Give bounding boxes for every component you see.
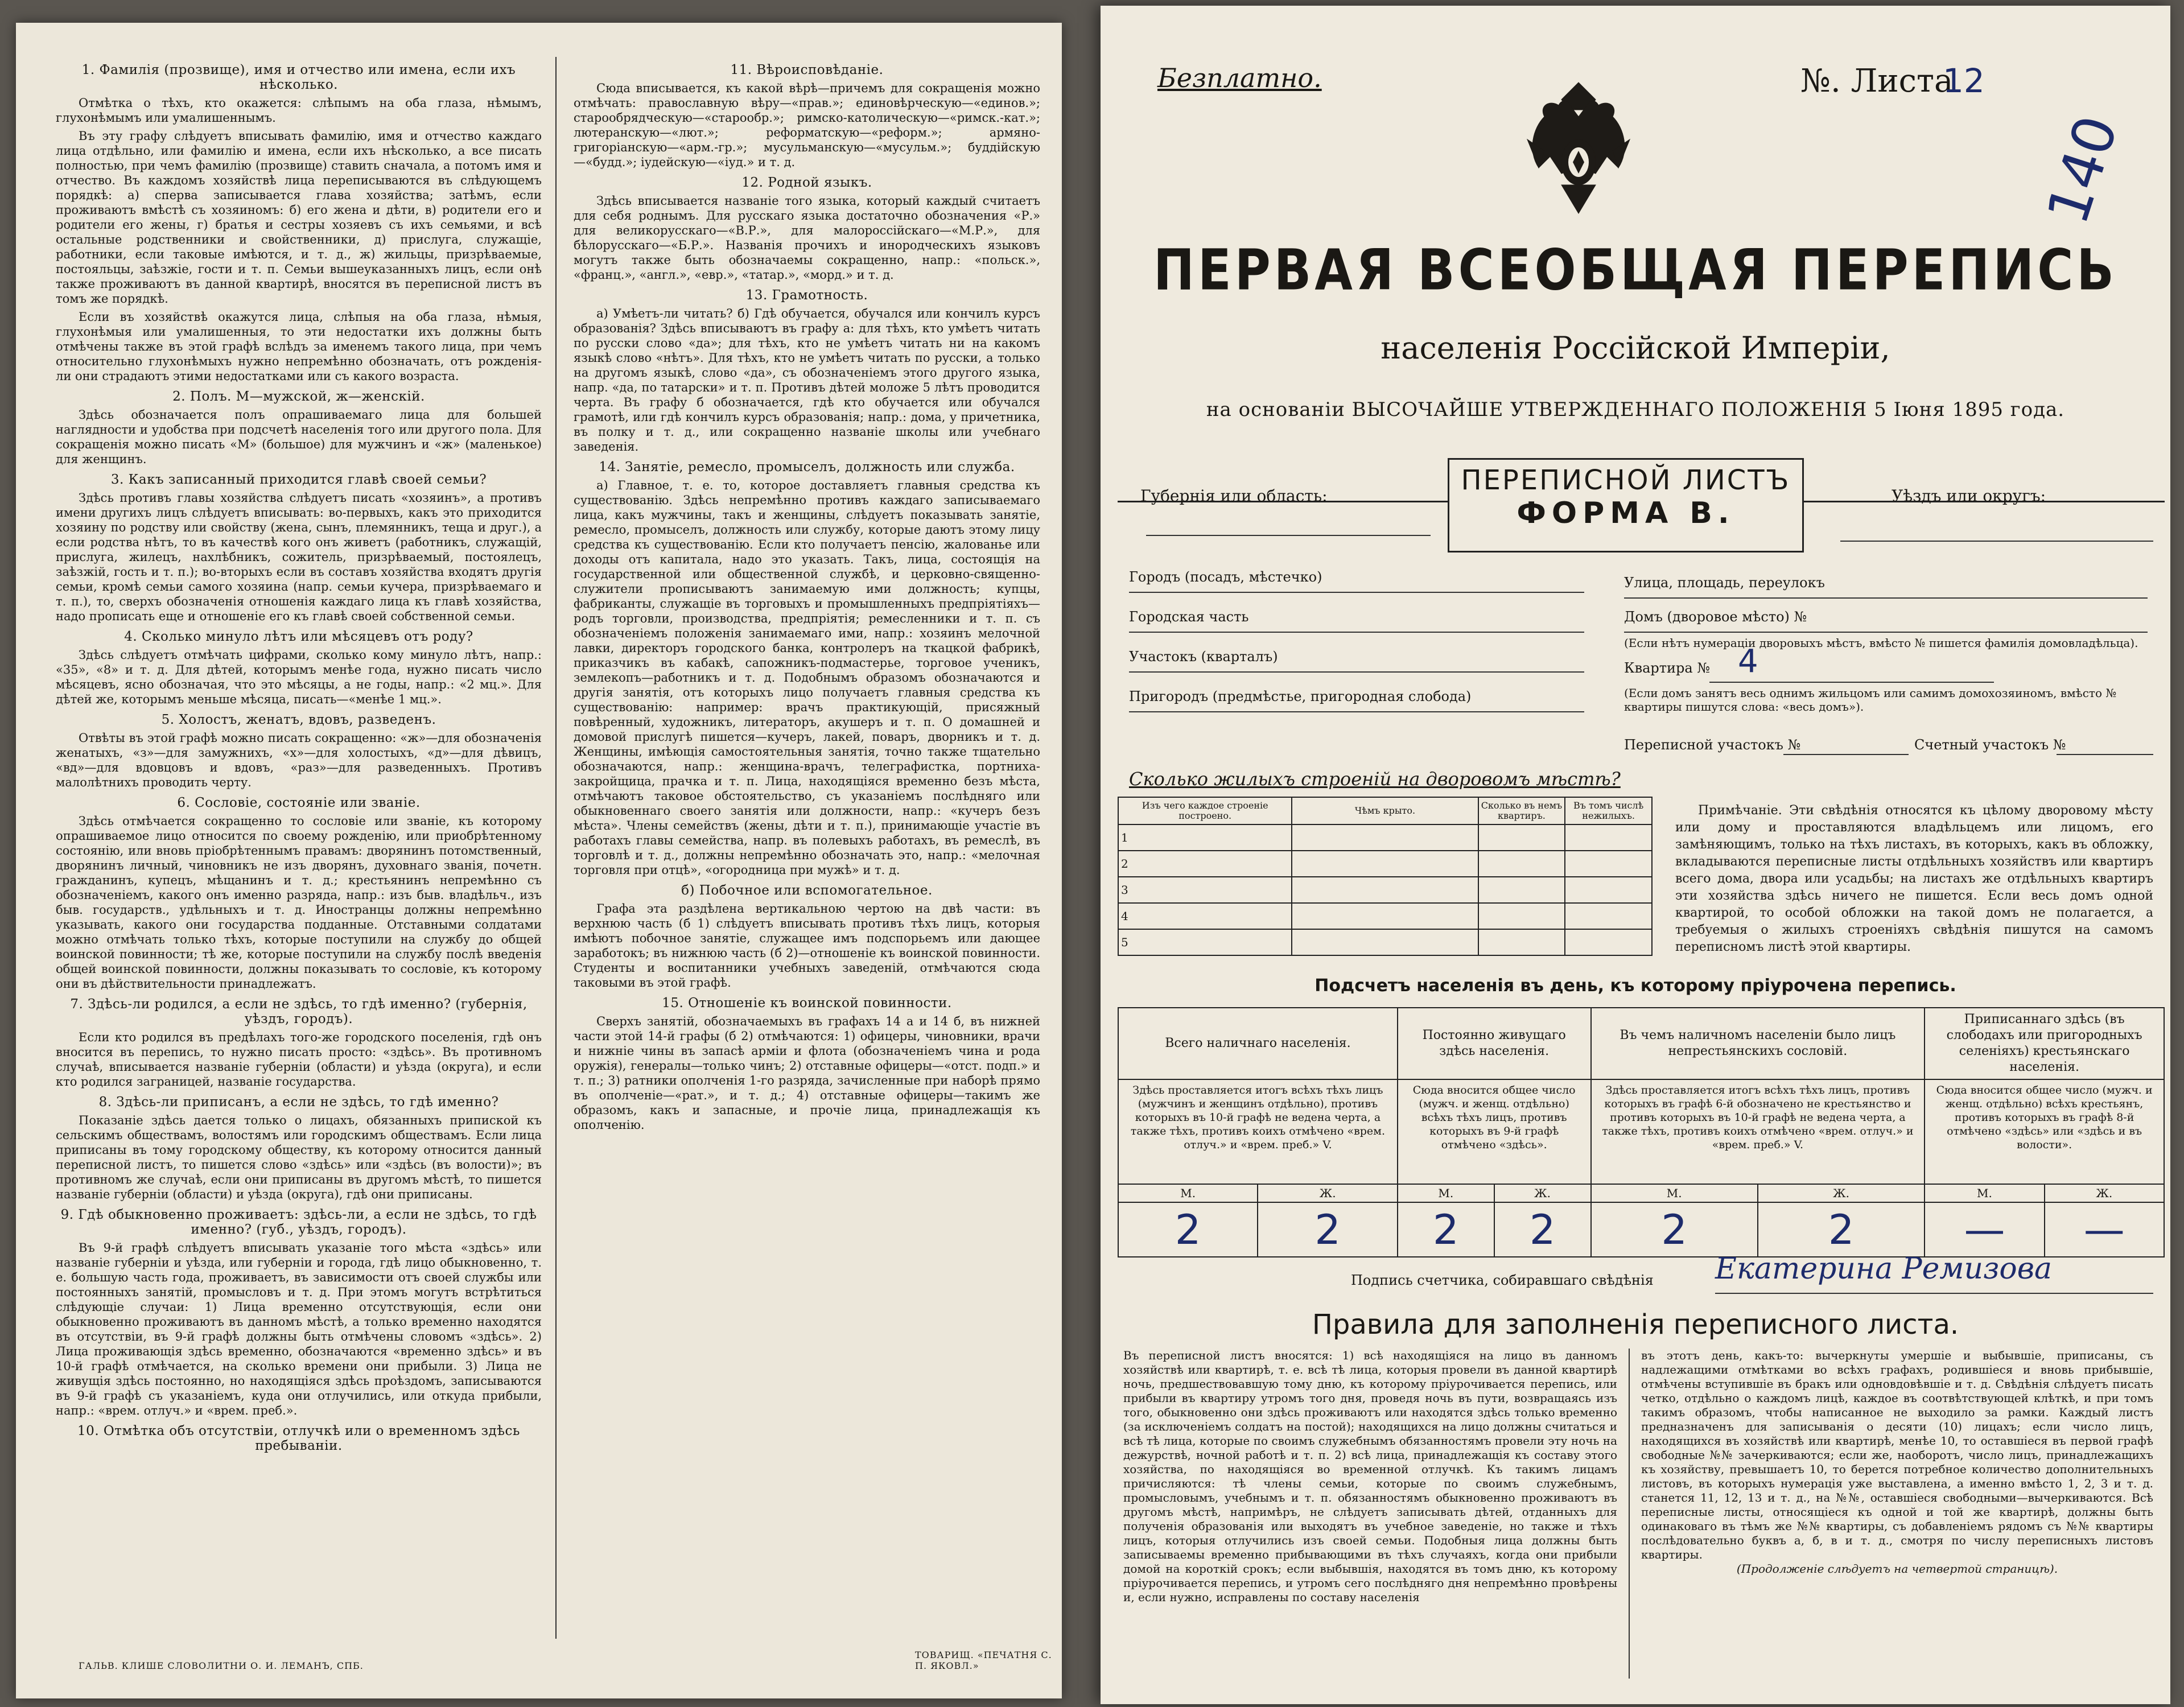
instruction-paragraph: Въ 9-й графѣ слѣдуетъ вписывать указаніе того мѣста «здѣсь» или названіе губерніи и уѣзда, или губерніи и города, гдѣ лицо обыкновенно, т. е. большую часть года, проживаетъ, въ зависимости отъ своей службы или постоянныхъ занятій, промысловъ и т. д. При этомъ могутъ встрѣтиться слѣдующіе случаи: 1) Лица временно отсутствующія, если они обыкновенно проживаютъ въ данномъ мѣстѣ, а только временно находятся въ отсутствіи, въ 9-й графѣ должны быть отмѣчены словомъ «здѣсь». 2) Лица проживающія здѣсь временно, обозначаются «временно здѣсь» и въ 10-й графѣ отмѣчается, на сколько времени они прибыли. 3) Лица не живущія здѣсь постоянно, но находящіяся здѣсь проѣздомъ, записываются въ 9-й графѣ съ указаніемъ, куда они отлучились, или откуда прибыли, напр.: «врем. отлуч.» и «врем. преб.». (56, 1241, 542, 1417)
rules-text-right: въ этотъ день, какъ-то: вычеркнуты умершіе и выбывшіе, приписаны, съ надлежащими отмѣтками во всѣхъ графахъ, родившіеся и вновь прибывшіе, отмѣчены вступившіе въ бракъ или одновдовѣвшіе и т. д. Свѣдѣнія слѣдуетъ писать четко, отдѣльно о каждомъ лицѣ, каждое въ соотвѣтствующей клѣткѣ, и при томъ такимъ образомъ, чтобы написанное не выходило за рамки. Каждый листъ предназначенъ для записыванія о десяти (10) лицахъ; если число лицъ, находящихся въ хозяйствѣ или квартирѣ, менѣе 10, то оставшіеся въ первой графѣ свободные №№ зачеркиваются; если же, наоборотъ, число лицъ, принадлежащихъ къ хозяйству, превышаетъ 10, то берется потребное количество дополнительныхъ листовъ, въ которыхъ нумерація уже выставлена, а именно вмѣсто 1, 2, 3 и т. д. станется 11, 12, 13 и т. д., на №№, оставшіеся свободными—вычеркиваются. Всѣ переписные листы, относящіеся къ одной и той же квартирѣ, должны быть одинаковаго въ тѣмъ же №№ квартиры, съ добавленіемъ рядомъ съ №№ квартиры послѣдовательно буквъ а, б, в и т. д., смотря по числу переписныхъ листовъ квартиры. (1641, 1349, 2153, 1561)
table-cell[interactable] (1292, 929, 1478, 955)
rules-title: Правила для заполненія переписного листа. (1312, 1309, 1959, 1341)
sex-label: Ж. (1758, 1184, 1925, 1202)
population-count-table (1118, 1007, 2165, 1257)
rules-continued-note: (Продолженіе слѣдуетъ на четвертой страницѣ). (1736, 1562, 2058, 1576)
table-row (1118, 824, 1652, 851)
instruction-paragraph: а) Главное, т. е. то, которое доставляетъ главныя средства къ существованію. Здѣсь непремѣнно противъ каждаго записываемаго лица, какъ мужчины, такъ и женщины, слѣдуетъ показывать занятіе, ремесло, промыселъ, должность или службу, которые даютъ этому лицу средства къ существованію. Если кто получаетъ пенсію, жалованье или доходы отъ капитала, надо это указать. Такъ, лица, состоящія на государственной или общественной службѣ, и церковно-священно-служители прописываютъ занимаемую ими должность; купцы, фабриканты, служащіе въ торговыхъ и промышленныхъ предпріятіяхъ—родъ торговли, производства, предпріятія; ремесленники и т. п. съ обозначеніемъ положенія занимаемаго ими, напр.: хозяинъ мелочной лавки, директоръ городского банка, контролеръ на ткацкой фабрикѣ, приказчикъ въ кабакѣ, сапожникъ-подмастерье, торговое ученикъ, землекопъ—работникъ и т. д. Подобнымъ образомъ обозначаются и другія занятія, отъ которыхъ лицо получаетъ главныя средства къ существованію: например: врачъ практикующій, присяжный повѣренный, художникъ, литераторъ, акушеръ и т. п. О домашней и домовой прислугѣ пишется—кучеръ, лакей, поваръ, дворникъ и т. д. Женщины, имѣющія самостоятельныя занятія, точно также тщательно обозначаются, напр.: женщина-врачъ, телеграфистка, портниха-закройщица, прачка и т. п. Лица, находящіяся временно безъ мѣста, отмѣчаютъ таковое обстоятельство, съ указаніемъ послѣдняго или обыкновеннаго своего занятія или должности, напр.: «кучеръ безъ мѣста». Члены семействъ (жены, дѣти и т. п.), принимающіе участіе въ работахъ главы семейства, напр. въ полевыхъ работахъ, въ ремеслѣ, въ торговлѣ и т. д., должны непремѣнно обозначать это, напр.: «мелочная торговля при отцѣ», «огородница при мужѣ» и т. д. (574, 479, 1040, 877)
count-desc-peasant: Сюда вносится общее число (мужч. и женщ. отдѣльно) всѣхъ крестьянъ, противъ которыхъ въ графѣ 8-й отмѣчено «здѣсь» или «здѣсь и въ волости». (1925, 1079, 2164, 1184)
free-label: Безплатно. (1157, 63, 1322, 93)
count-value[interactable]: 2 (1758, 1202, 1925, 1257)
table-row (1118, 929, 1652, 955)
district-label: Уѣздъ или округъ: (1892, 486, 2046, 505)
printer-imprint-left: ГАЛЬВ. КЛИШЕ СЛОВОЛИТНИ О. И. ЛЕМАНЪ, СПБ. (79, 1660, 364, 1671)
instruction-section-title: 3. Какъ записанный приходится главѣ своей семьи? (110, 472, 487, 487)
apartment-value: 4 (1738, 643, 1758, 680)
sheet-number-label: №. Листа (1800, 63, 1954, 100)
buildings-note: Примѣчаніе. Эти свѣдѣнія относятся къ цѣлому дворовому мѣсту или дому и проставляются владѣльцемъ или лицомъ, его замѣняющимъ, только на тѣхъ листахъ, въ которыхъ, какъ въ обложку, вкладываются переписные листы отдѣльныхъ хозяйствъ или квартиръ всего дома, двора или усадьбы; на листахъ же отдѣльныхъ квартиръ эти хозяйства здѣсь ничего не пишется. Если весь домъ одной квартирой, то особой обложки на такой домъ не полагается, а требуемыя о жилыхъ строеніяхъ свѣдѣнія пишутся на самомъ переписномъ листѣ этой квартиры. (1675, 803, 2153, 954)
count-value[interactable]: 2 (1494, 1202, 1591, 1257)
instruction-paragraph: а) Умѣетъ-ли читать? б) Гдѣ обучается, обучался или кончилъ курсъ образованія? Здѣсь вписываютъ въ графу а: для тѣхъ, кто умѣетъ читать по русски слово «да»; для тѣхъ, кто не умѣетъ читать ни на какомъ языкѣ слово «нѣтъ». Для тѣхъ, кто не умѣетъ читать по русски, а только на другомъ языкѣ, слово «да», съ обозначеніемъ этого другого языка, напр. «да, по татарски» и т. п. Противъ дѣтей моложе 5 лѣтъ проводится черта. Въ графу б обозначается, гдѣ кто обучается или обучался грамотѣ, или гдѣ кончилъ курсъ образованія; напр.: дома, у причетника, въ полку и т. д., или сокращенно названіе школы или учебнаго заведенія. (574, 307, 1040, 453)
suburb-field-line[interactable] (1129, 711, 1584, 712)
count-value[interactable]: — (1925, 1202, 2044, 1257)
row-number: 3 (1118, 877, 1292, 903)
sex-label: Ж. (1494, 1184, 1591, 1202)
instruction-section-title: 15. Отношеніе къ воинской повинности. (662, 996, 952, 1011)
district-field-line[interactable] (1840, 541, 2153, 542)
census-form-page (1101, 6, 2170, 1704)
instruction-section-title: 2. Полъ. М—мужской, ж—женскій. (172, 389, 425, 404)
count-value[interactable]: — (2045, 1202, 2164, 1257)
street-label: Улица, площадь, переулокъ (1624, 575, 1825, 591)
table-cell[interactable] (1292, 903, 1478, 929)
buildings-question: Сколько жилыхъ строеній на дворовомъ мѣстѣ? (1129, 768, 1621, 790)
table-row (1118, 851, 1652, 877)
house-label: Домъ (дворовое мѣсто) № (1624, 609, 1807, 625)
row-number: 5 (1118, 929, 1292, 955)
house-note: (Если нѣтъ нумераціи дворовыхъ мѣстъ, вмѣсто № пишется фамилія домовладѣльца). (1624, 636, 2138, 650)
sex-label: М. (1591, 1184, 1758, 1202)
table-cell[interactable] (1565, 851, 1652, 877)
row-number: 4 (1118, 903, 1292, 929)
printer-imprint-right: ТОВАРИЩ. «ПЕЧАТНЯ С. П. ЯКОВЛ.» (915, 1650, 1052, 1671)
table-cell[interactable] (1292, 824, 1478, 851)
enumerator-signature: Екатерина Ремизова (1715, 1252, 2052, 1286)
instruction-section-title: 4. Сколько минуло лѣтъ или мѣсяцевъ отъ роду? (124, 629, 473, 644)
apartment-note: (Если домъ занятъ весь однимъ жильцомъ или самимъ домохозяиномъ, вмѣсто № квартиры пишутся слова: «весь домъ»). (1624, 686, 2117, 714)
house-field-line[interactable] (1624, 632, 2148, 633)
table-cell[interactable] (1565, 877, 1652, 903)
count-desc-permanent: Сюда вносится общее число (мужч. и женщ. отдѣльно) всѣхъ тѣхъ лицъ, противъ которыхъ въ 9-й графѣ отмѣчено «здѣсь». (1398, 1079, 1591, 1184)
instruction-section-title: 11. Вѣроисповѣданіе. (730, 63, 884, 77)
census-basis: на основаніи ВЫСОЧАЙШЕ УТВЕРЖДЕННАГО ПОЛОЖЕНІЯ 5 Іюня 1895 года. (1206, 398, 2065, 421)
population-count-title: Подсчетъ населенія въ день, къ которому пріурочена перепись. (1314, 976, 1956, 996)
census-precinct-label: Переписной участокъ № (1624, 737, 1801, 753)
instruction-section-title: б) Побочное или вспомогательное. (681, 883, 933, 898)
census-subtitle: населенія Россійской Имперіи, (1381, 330, 1890, 366)
sex-label: Ж. (1258, 1184, 1397, 1202)
count-values-row (1118, 1202, 2164, 1257)
instruction-paragraph: Графа эта раздѣлена вертикальною чертою на двѣ части: въ верхнюю часть (б 1) слѣдуетъ вписывать противъ тѣхъ лицъ, которыя имѣютъ побочное занятіе, служащее имъ подспорьемъ или дающее заработокъ; въ нижнюю часть (б 2)—отношеніе къ воинской повинности. Студенты и воспитанники учебныхъ заведеній, отмѣчаются сюда таковыми въ этой графѣ. (574, 902, 1040, 989)
row-number: 1 (1118, 824, 1292, 851)
rules-column-right (1641, 1349, 2153, 1576)
table-cell[interactable] (1565, 903, 1652, 929)
sex-header-row (1118, 1184, 2164, 1202)
province-field-line[interactable] (1146, 535, 1431, 536)
instructions-column-right (574, 57, 1040, 1639)
count-value[interactable]: 2 (1591, 1202, 1758, 1257)
signature-label: Подпись счетчика, собиравшаго свѣдѣнія (1351, 1272, 1654, 1288)
instruction-paragraph: Здѣсь противъ главы хозяйства слѣдуетъ писать «хозяинъ», а противъ имени другихъ лицъ слѣдуетъ вписывать: во-первыхъ, какъ это приходится хозяину по родству или свойству (жена, сынъ, племянникъ, теща и друг.), а если родства нѣтъ, то въ качествѣ кого онъ живетъ (работникъ, служащій, прислуга, жилецъ, нахлѣбникъ, сожитель, призрѣваемый, постоялецъ, заѣзжій, гость и т. п.); во-вторыхъ если въ составъ хозяйства входятъ другія семьи, кромѣ семьи самого хозяина (напр. семьи кучера, призрѣваемаго и т. п.), то, сверхъ обозначенія отношенія каждаго лица къ главѣ хозяйства, надо прописать еще и отношеніе его къ главѣ своей собственной семьи. (56, 491, 542, 623)
buildings-col-roof: Чѣмъ крыто. (1292, 797, 1478, 824)
count-col-permanent: Постоянно живущаго здѣсь населенія. (1398, 1008, 1591, 1079)
precinct-label: Участокъ (кварталъ) (1129, 649, 1278, 665)
precinct-field-line[interactable] (1129, 671, 1584, 673)
instruction-paragraph: Если въ хозяйствѣ окажутся лица, слѣпыя на оба глаза, нѣмыя, глухонѣмыя или умалишенныя, то эти недостатки ихъ должны быть отмѣчены также въ этой графѣ вслѣдъ за именемъ такого лица, при чемъ относительно глухонѣмыхъ нужно непремѣнно обозначать, отъ рожденія-ли они страдаютъ этими недостатками или съ какого возраста. (56, 310, 542, 383)
census-title: ПЕРВАЯ ВСЕОБЩАЯ ПЕРЕПИСЬ (1153, 237, 2117, 303)
double-headed-eagle-emblem-icon (1522, 77, 1635, 225)
count-col-non-peasant: Въ чемъ наличномъ населеніи было лицъ непрестьянскихъ сословій. (1591, 1008, 1925, 1079)
instruction-paragraph: Если кто родился въ предѣлахъ того-же городского поселенія, гдѣ онъ вносится въ перепись, то нужно писать просто: «здѣсь». Въ противномъ случаѣ, вписывается названіе губерніи (области) и уѣзда (округа), и если кто родился заграницей, названіе государства. (56, 1030, 542, 1088)
table-row (1118, 903, 1652, 929)
city-field-line[interactable] (1129, 592, 1584, 593)
instruction-section-title: 13. Грамотность. (745, 288, 868, 303)
census-precinct-field-line[interactable] (1783, 754, 1909, 755)
apartment-field-line[interactable] (1709, 682, 1994, 683)
street-field-line[interactable] (1624, 597, 2148, 599)
sex-label: М. (1925, 1184, 2044, 1202)
instruction-paragraph: Здѣсь обозначается полъ опрашиваемаго лица для большей наглядности и удобства при подсчетѣ населенія того или другого пола. Для сокращенія можно писать «М» (большое) для мужчинъ и «ж» (маленькое) для женщинъ. (56, 408, 542, 466)
instruction-paragraph: Сюда вписывается, къ какой вѣрѣ—причемъ для сокращенія можно отмѣчать: православную вѣру—«прав.»; единовѣрческую—«единов.»; старообрядческую—«старообр.»; римско-католическую—«римск.-кат.»; лютеранскую—«лют.»; реформатскую—«реформ.»; армяно-григоріанскую—«арм.-гр.»; мусульманскую—«мусульм.»; буддійскую—«будд.»; іудейскую—«іуд.» и т. д. (574, 81, 1040, 169)
table-cell[interactable] (1478, 903, 1565, 929)
instruction-section-title: 12. Родной языкъ. (741, 175, 872, 190)
city-part-field-line[interactable] (1129, 632, 1584, 633)
instruction-paragraph: Въ эту графу слѣдуетъ вписывать фамилію, имя и отчество каждаго лица отдѣльно, или фамилію и имена, если ихъ нѣсколько, а все писать полностью, при чемъ фамилію (прозвище) ставить сначала, а потомъ имя и отчество. Въ каждомъ хозяйствѣ лица переписываются въ слѣдующемъ порядкѣ: а) сперва записывается глава хозяйства; затѣмъ, если проживаютъ вмѣстѣ съ хозяиномъ: б) его жена и дѣти, в) родители его и родители его жены, г) братья и сестры хозяевъ съ ихъ семьями, и всѣ остальные родственники и свойственники, д) прислуга, служащіе, работники, если таковые имѣются, и т. д., ж) жильцы, призрѣваемые, постояльцы, заѣзжіе, гости и т. п. Семьи вышеуказанныхъ лицъ, если онѣ также проживаютъ въ данной квартирѣ, вносятся въ переписной листъ въ томъ же порядкѣ. (56, 129, 542, 306)
table-cell[interactable] (1565, 824, 1652, 851)
count-value[interactable]: 2 (1398, 1202, 1494, 1257)
sex-label: М. (1118, 1184, 1258, 1202)
city-part-label: Городская часть (1129, 609, 1249, 625)
form-name: ФОРМА В. (1517, 496, 1735, 530)
instructions-column-left (56, 57, 557, 1639)
instruction-section-title: 10. Отмѣтка объ отсутствіи, отлучкѣ или о временномъ здѣсь пребываніи. (77, 1424, 520, 1453)
count-value[interactable]: 2 (1258, 1202, 1397, 1257)
count-desc-non-peasant: Здѣсь проставляется итогъ всѣхъ тѣхъ лицъ, противъ которыхъ въ графѣ 6-й обозначено не крестьянство и противъ которыхъ въ 10-й графѣ не ведена черта, а также тѣхъ, противъ коихъ отмѣчено «врем. отлуч.» и «врем. преб.» V. (1591, 1079, 1925, 1184)
sex-label: Ж. (2045, 1184, 2164, 1202)
instruction-paragraph: Отмѣтка о тѣхъ, кто окажется: слѣпымъ на оба глаза, нѣмымъ, глухонѣмымъ или умалишеннымъ. (56, 96, 542, 125)
table-cell[interactable] (1478, 851, 1565, 877)
instruction-section-title: 7. Здѣсь-ли родился, а если не здѣсь, то гдѣ именно? (губернія, уѣздъ, городъ). (70, 997, 528, 1026)
table-cell[interactable] (1478, 877, 1565, 903)
apartment-label: Квартира № (1624, 660, 1711, 676)
buildings-col-apartments: Сколько въ немъ квартиръ. (1478, 797, 1565, 824)
table-cell[interactable] (1292, 877, 1478, 903)
table-cell[interactable] (1478, 824, 1565, 851)
instruction-section-title: 8. Здѣсь-ли приписанъ, а если не здѣсь, то гдѣ именно? (98, 1095, 499, 1110)
table-cell[interactable] (1565, 929, 1652, 955)
instruction-paragraph: Отвѣты въ этой графѣ можно писать сокращенно: «ж»—для обозначенія женатыхъ, «з»—для замужнихъ, «х»—для холостыхъ, «д»—для дѣвицъ, «вд»—для вдовцовъ и вдовъ, «раз»—для разведенныхъ. Противъ малолѣтнихъ проводить черту. (56, 731, 542, 789)
instruction-paragraph: Здѣсь слѣдуетъ отмѣчать цифрами, сколько кому минуло лѣтъ, напр.: «35», «8» и т. д. Для дѣтей, которымъ менѣе года, нужно писать число мѣсяцевъ, ясно обозначая, что это мѣсяцы, а не годы, напр.: «2 мц.». Для дѣтей же, которымъ меньше мѣсяца, писать—«менѣе 1 мц.». (56, 648, 542, 706)
count-col-present: Всего наличнаго населенія. (1118, 1008, 1398, 1079)
rules-text-left: Въ переписной листъ вносятся: 1) всѣ находящіяся на лицо въ данномъ хозяйствѣ или квартирѣ, т. е. всѣ тѣ лица, которыя провели въ данной квартирѣ ночь, предшествовавшую тому дню, къ которому пріурочивается перепись, или прибыли въ квартиру утромъ того дня, проведя ночь въ пути, возвращаясь изъ того, обыкновенно они здѣсь проживаютъ или находятся здѣсь только временно (за исключеніемъ солдатъ на постой); находящихся на лицо должны считаться и всѣ тѣ лица, которые по своимъ служебнымъ обязанностямъ провели эту ночь на дежурствѣ, ночной работѣ и т. п. 2) всѣ лица, принадлежащія къ составу этого хозяйства, по находящіяся во временной отлучкѣ. Къ такимъ лицамъ причисляются: тѣ члены семьи, которые по своимъ служебнымъ, промысловымъ, учебнымъ и т. п. обязанностямъ обыкновенно проживаютъ въ другомъ мѣстѣ, напримѣръ, не слѣдуетъ записывать дѣтей, отданныхъ для полученія образованія или выходятъ въ учебное заведеніе, но также и тѣхъ лицъ, которыя отлучились изъ своей семьи. Подобныя лица должны быть записываемы временно прибывающими въ тѣхъ случаяхъ, когда они прибыли домой на короткій срокъ; если выбывшія, находятся въ томъ дню, къ которому пріурочивается перепись, и утромъ сего послѣдняго дня непремѣнно провѣрены и, если нужно, исправлены по составу населенія (1123, 1349, 1617, 1604)
signature-line[interactable] (1715, 1293, 2153, 1294)
instruction-section-title: 14. Занятіе, ремесло, промыселъ, должность или служба. (599, 460, 1015, 475)
form-title-box (1448, 458, 1804, 552)
buildings-col-material: Изъ чего каждое строеніе построено. (1118, 797, 1292, 824)
buildings-col-nonresidential: Въ томъ числѣ нежилыхъ. (1565, 797, 1652, 824)
suburb-label: Пригородъ (предмѣстье, пригородная слобода) (1129, 688, 1472, 704)
row-number: 2 (1118, 851, 1292, 877)
sex-label: М. (1398, 1184, 1494, 1202)
sheet-number-value: 12 (1943, 61, 1985, 100)
instructions-page (16, 23, 1062, 1698)
rules-column-left (1123, 1349, 1630, 1679)
instruction-paragraph: Показаніе здѣсь дается только о лицахъ, обязанныхъ припиской къ сельскимъ обществамъ, волостямъ или городскимъ обществамъ. Если лица приписаны въ тому городскому обществу, къ которому относится данный переписной листъ, то пишется слово «здѣсь» или «здѣсь (въ волости)»; въ противномъ же случаѣ, если они приписаны въ другомъ мѣстѣ, то пишется названіе губерніи (области) и уѣзда (округа), гдѣ они приписаны. (56, 1114, 542, 1201)
count-col-peasant: Приписаннаго здѣсь (въ слободахъ или пригородныхъ селеніяхъ) крестьянскаго населенія. (1925, 1008, 2164, 1079)
buildings-table (1118, 797, 1653, 956)
table-cell[interactable] (1292, 851, 1478, 877)
counting-precinct-label: Счетный участокъ № (1914, 737, 2066, 753)
form-title: ПЕРЕПИСНОЙ ЛИСТЪ (1461, 464, 1791, 496)
instruction-paragraph: Здѣсь отмѣчается сокращенно то сословіе или званіе, къ которому опрашиваемое лицо относится по своему рожденію, или приобрѣтенному состоянію, или вновь пріобрѣтеннымъ правамъ: дворянинъ потомственный, дворянинъ личный, чиновникъ не изъ дворянъ, духовнаго званія, почетн. гражданинъ, купецъ, мѣщанинъ и т. д.; крестьянинъ непремѣнно съ обозначеніемъ, какого онъ именно разряда, напр.: изъ быв. владѣльч., изъ быв. государств., удѣльныхъ и т. д. Иностранцы должны непремѣнно указывать, какого они государства подданные. Отставными солдатами можно отмѣчать только тѣхъ, которые поступили на службу до общей воинской повинности; тѣ же, которые поступили на службу послѣ введенія общей воинской повинности, должны показывать то сословіе, къ которому они въ дѣйствительности принадлежатъ. (56, 814, 542, 991)
instruction-paragraph: Здѣсь вписывается названіе того языка, который каждый считаетъ для себя роднымъ. Для русскаго языка достаточно обозначения «Р.» для великорусскаго—«В.Р.», для малороссійскаго—«М.Р.», для бѣлорусскаго—«Б.Р.». Названія прочихъ и инородческихъ языковъ могутъ также быть обозначаемы сокращенно, напр.: «польск.», «франц.», «англ.», «евр.», «татар.», «морд.» и т. д. (574, 194, 1040, 282)
handwritten-page-number: 140 (2034, 108, 2131, 232)
count-value[interactable]: 2 (1118, 1202, 1258, 1257)
province-label: Губернія или область: (1140, 486, 1328, 505)
instruction-section-title: 6. Сословіе, состояніе или званіе. (177, 795, 421, 810)
table-row (1118, 877, 1652, 903)
instruction-paragraph: Сверхъ занятій, обозначаемыхъ въ графахъ 14 а и 14 б, въ нижней части этой 14-й графы (б 2) отмѣчаются: 1) офицеры, чиновники, врачи и нижніе чины въ запасѣ арміи и флота (обозначеніемъ чина и рода оружія), генералы—только чинъ; 2) отставные офицеры—«отст. подп.» и т. п.; 3) ратники ополченія 1-го разряда, зачисленные при наборѣ прямо въ ополченіе—«рат.», и т. д.; 4) отставные офицеры—такимъ же образомъ, какъ и запасные, и прочіе лица, принадлежащія къ ополченію. (574, 1015, 1040, 1132)
instruction-section-title: 5. Холостъ, женатъ, вдовъ, разведенъ. (161, 712, 436, 727)
count-desc-present: Здѣсь проставляется итогъ всѣхъ тѣхъ лицъ (мужчинъ и женщинъ отдѣльно), противъ которыхъ въ 10-й графѣ не ведена черта, а также тѣхъ, противъ коихъ отмѣчено «врем. отлуч.» и «врем. преб.» V. (1118, 1079, 1398, 1184)
counting-precinct-field-line[interactable] (2057, 754, 2153, 755)
table-cell[interactable] (1478, 929, 1565, 955)
instruction-section-title: 1. Фамилія (прозвище), имя и отчество или имена, если ихъ нѣсколько. (81, 63, 516, 92)
city-label: Городъ (посадъ, мѣстечко) (1129, 569, 1322, 585)
instruction-section-title: 9. Гдѣ обыкновенно проживаетъ: здѣсь-ли, а если не здѣсь, то гдѣ именно? (губ., уѣздъ, городъ). (60, 1207, 537, 1237)
